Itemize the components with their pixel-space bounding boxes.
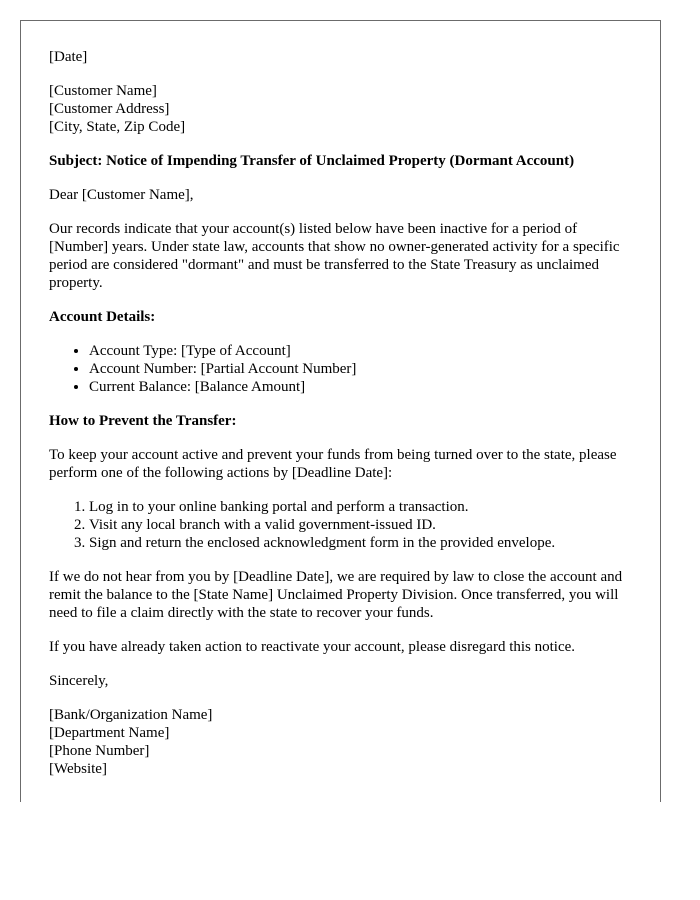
recipient-name: [Customer Name] (49, 83, 157, 99)
letter-date: [Date] (49, 49, 88, 65)
signature-phone: [Phone Number] (49, 743, 150, 759)
recipient-address: [Customer Address] (49, 101, 170, 117)
actions-list (49, 498, 634, 552)
action-item-visit-branch: 2. Visit any local branch with a valid government-issued ID. (89, 516, 634, 534)
account-details-heading: Account Details: (49, 309, 156, 325)
disregard-paragraph: If you have already taken action to reactivate your account, please disregard this notice. (49, 639, 576, 655)
subject-line: Subject: Notice of Impending Transfer of Unclaimed Property (Dormant Account) (49, 153, 575, 169)
closing: Sincerely, (49, 673, 109, 689)
recipient-block (49, 82, 634, 136)
signature-department: [Department Name] (49, 725, 170, 741)
recipient-city-state-zip: [City, State, Zip Code] (49, 119, 186, 135)
action-item-return-form: 3. Sign and return the enclosed acknowledgment form in the provided envelope. (89, 534, 634, 552)
action-item-login: 1. Log in to your online banking portal and perform a transaction. (89, 498, 634, 516)
salutation: Dear [Customer Name], (49, 187, 194, 203)
current-balance-item: • Current Balance: [Balance Amount] (89, 378, 634, 396)
signature-block (49, 706, 634, 778)
signature-organization: [Bank/Organization Name] (49, 707, 213, 723)
account-type-item: • Account Type: [Type of Account] (89, 342, 634, 360)
letter-page (20, 20, 661, 802)
account-details-list (49, 342, 634, 396)
warning-paragraph: If we do not hear from you by [Deadline Date], we are required by law to close the account and remit the balance to the [State Name] Unclaimed Property Division. Once transferred, you will need to file a claim directly with the state to recover your funds. (49, 569, 623, 621)
prevent-intro-paragraph: To keep your account active and prevent your funds from being turned over to the state, please perform one of the following actions by [Deadline Date]: (49, 447, 617, 481)
letter-content (49, 48, 634, 794)
signature-website: [Website] (49, 761, 107, 777)
account-number-item: • Account Number: [Partial Account Number] (89, 360, 634, 378)
intro-paragraph: Our records indicate that your account(s) listed below have been inactive for a period of [Number] years. Under state law, accounts that show no owner-generated activity for a specific period are considered "dormant" and must be transferred to the State Treasury as unclaimed property. (49, 221, 620, 291)
prevent-transfer-heading: How to Prevent the Transfer: (49, 413, 237, 429)
